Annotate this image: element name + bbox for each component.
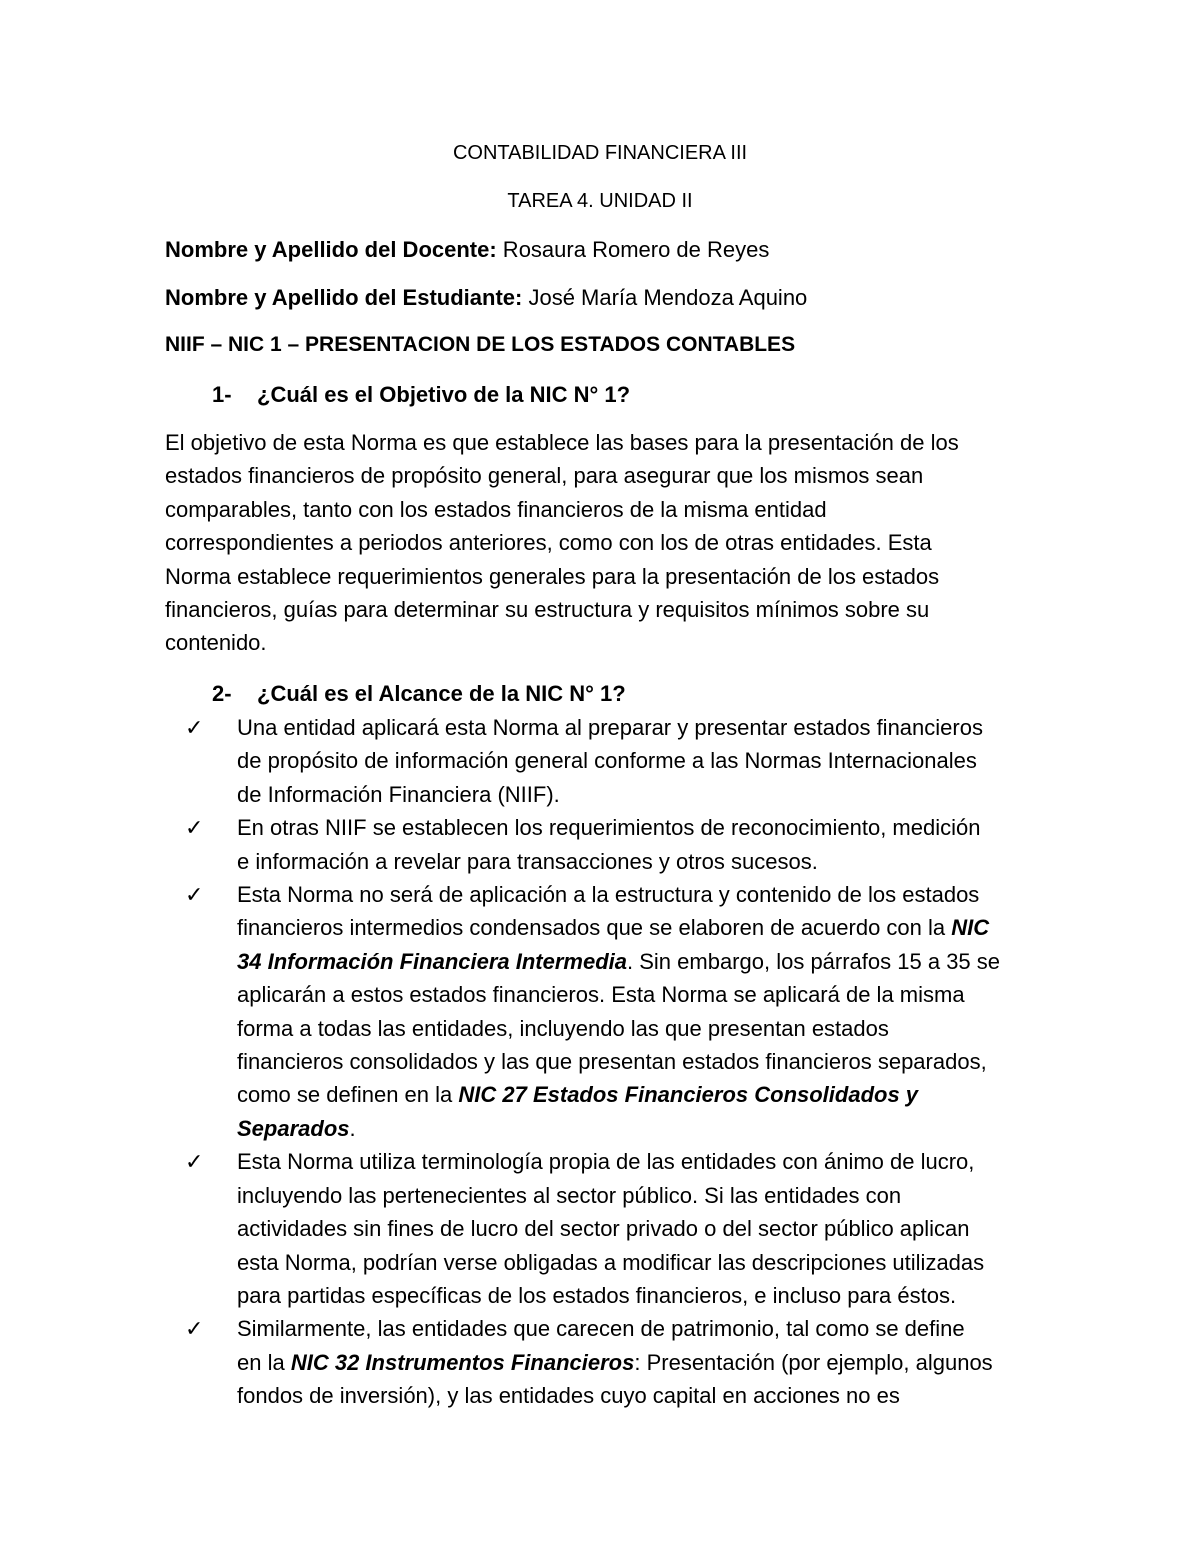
checkmark-icon: ✓ <box>185 715 204 740</box>
item-text: en la <box>237 1349 291 1375</box>
item-line: Esta Norma utiliza terminología propia de las entidades con ánimo de lucro, <box>237 1149 975 1175</box>
nic-reference: NIC 27 Estados Financieros Consolidados y <box>458 1082 919 1108</box>
item-text: como se definen en la <box>237 1082 459 1108</box>
student-label: Nombre y Apellido del Estudiante: <box>165 285 523 310</box>
item-text: : Presentación (por ejemplo, algunos <box>634 1349 993 1375</box>
item-text: financieros intermedios condensados que se elaboren de acuerdo con la <box>237 915 952 941</box>
item-line: de Información Financiera (NIIF). <box>237 781 560 807</box>
item-line: fondos de inversión), y las entidades cuyo capital en acciones no es <box>237 1383 900 1409</box>
question-2-number: 2- <box>212 681 232 706</box>
question-1-number: 1- <box>212 382 232 407</box>
item-line <box>237 1346 1045 1379</box>
scope-item-4 <box>185 1145 1045 1312</box>
item-line: Esta Norma no será de aplicación a la estructura y contenido de los estados <box>237 882 980 908</box>
nic-reference: NIC 32 Instrumentos Financieros <box>290 1349 635 1375</box>
scope-item-2 <box>185 811 1045 878</box>
nic-reference: Separados <box>237 1115 350 1141</box>
nic-reference: NIC <box>951 915 990 941</box>
student-line <box>165 285 807 311</box>
item-line: Una entidad aplicará esta Norma al preparar y presentar estados financieros <box>237 715 983 740</box>
item-line: Similarmente, las entidades que carecen de patrimonio, tal como se define <box>237 1316 965 1342</box>
item-text: . <box>349 1115 356 1141</box>
student-name: José María Mendoza Aquino <box>522 285 808 310</box>
teacher-label: Nombre y Apellido del Docente: <box>165 237 497 262</box>
item-line <box>237 945 1045 978</box>
answer-line: financieros, guías para determinar su estructura y requisitos mínimos sobre su <box>165 597 930 623</box>
item-line: para partidas específicas de los estados financieros, e incluso para éstos. <box>237 1282 957 1308</box>
answer-line: comparables, tanto con los estados financieros de la misma entidad <box>165 496 827 522</box>
assignment-title: TAREA 4. UNIDAD II <box>507 190 693 212</box>
item-line: financieros consolidados y las que presentan estados financieros separados, <box>237 1049 987 1075</box>
checkmark-icon: ✓ <box>185 815 204 841</box>
answer-line: Norma establece requerimientos generales para la presentación de los estados <box>165 563 940 589</box>
scope-item-3 <box>185 878 1045 1145</box>
answer-line: estados financieros de propósito general, para asegurar que los mismos sean <box>165 463 924 489</box>
answer-line: El objetivo de esta Norma es que establece las bases para la presentación de los <box>165 430 959 455</box>
answer-line: contenido. <box>165 630 267 656</box>
course-title: CONTABILIDAD FINANCIERA III <box>452 142 748 164</box>
scope-item-1 <box>185 711 1045 811</box>
question-2-text: ¿Cuál es el Alcance de la NIC N° 1? <box>257 681 626 706</box>
item-line: esta Norma, podrían verse obligadas a modificar las descripciones utilizadas <box>237 1249 985 1275</box>
question-1-answer <box>165 426 1025 660</box>
checkmark-icon: ✓ <box>185 1149 204 1175</box>
checkmark-icon: ✓ <box>185 1316 204 1342</box>
item-line: actividades sin fines de lucro del sector privado o del sector público aplican <box>237 1216 970 1242</box>
item-line: En otras NIIF se establecen los requerimientos de reconocimiento, medición <box>237 815 981 841</box>
teacher-name: Rosaura Romero de Reyes <box>496 237 770 262</box>
scope-list <box>185 711 1045 1413</box>
answer-line: correspondientes a periodos anteriores, como con los de otras entidades. Esta <box>165 530 932 556</box>
teacher-line <box>165 237 769 263</box>
nic-reference: 34 Información Financiera Intermedia <box>237 948 628 974</box>
item-line: e información a revelar para transacciones y otros sucesos. <box>237 848 818 874</box>
item-line: aplicarán a estos estados financieros. Esta Norma se aplicará de la misma <box>237 982 965 1008</box>
section-title: NIIF – NIC 1 – PRESENTACION DE LOS ESTADOS CONTABLES <box>165 333 796 356</box>
item-line <box>237 1112 1045 1145</box>
item-line: forma a todas las entidades, incluyendo las que presentan estados <box>237 1015 889 1041</box>
item-line <box>237 1078 1045 1111</box>
checkmark-icon: ✓ <box>185 882 204 908</box>
item-line: incluyendo las pertenecientes al sector público. Si las entidades con <box>237 1182 902 1208</box>
question-1-text: ¿Cuál es el Objetivo de la NIC N° 1? <box>257 382 631 407</box>
item-text: . Sin embargo, los párrafos 15 a 35 se <box>627 948 1001 974</box>
scope-item-5 <box>185 1312 1045 1412</box>
item-line: de propósito de información general conforme a las Normas Internacionales <box>237 748 977 774</box>
item-line <box>237 911 1045 944</box>
